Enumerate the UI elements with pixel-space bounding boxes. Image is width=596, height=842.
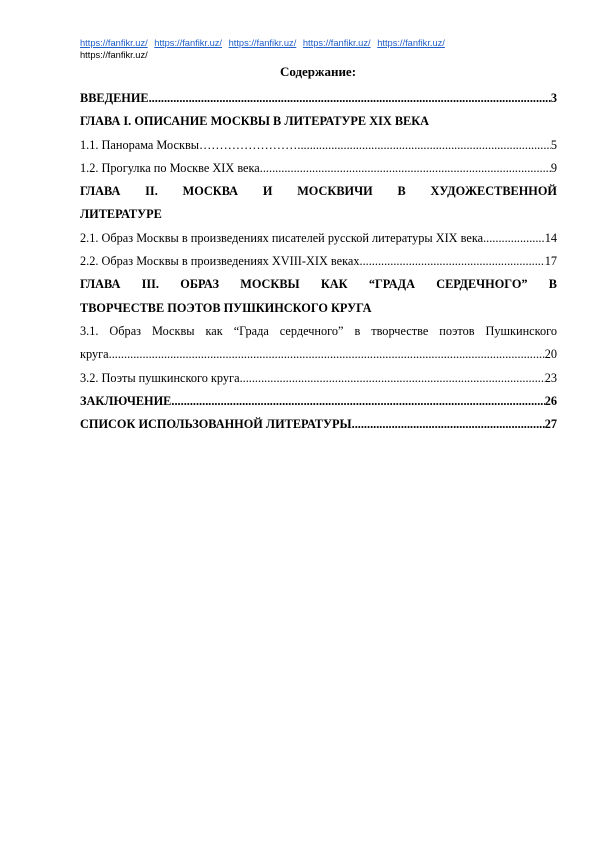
header-links	[80, 37, 560, 61]
toc-page-number: 26	[544, 393, 557, 408]
toc-entry-title: 1.2. Прогулка по Москве XIX века	[80, 160, 260, 175]
header-link-5[interactable]: https://fanfikr.uz/	[377, 38, 445, 48]
toc-entry-2-2	[80, 250, 557, 273]
toc-chapter-2-line-1: ГЛАВА II. МОСКВА И МОСКВИЧИ В ХУДОЖЕСТВЕННОЙ	[80, 184, 557, 199]
header-plain-link: https://fanfikr.uz/	[80, 50, 148, 60]
toc-entry-2-1	[80, 227, 557, 250]
toc-page-number: 20	[544, 347, 557, 362]
toc-page-number: 27	[544, 417, 557, 432]
toc-entry-title: 1.1. Панорама Москвы……………………	[80, 137, 298, 152]
toc-entry-intro	[80, 87, 557, 110]
toc-page-number: 23	[544, 370, 557, 385]
leader-dots	[352, 413, 545, 436]
leader-dots	[149, 87, 551, 110]
table-of-contents	[80, 87, 557, 436]
header-link-3[interactable]: https://fanfikr.uz/	[228, 38, 297, 48]
toc-chapter-3-line-2: ТВОРЧЕСТВЕ ПОЭТОВ ПУШКИНСКОГО КРУГА	[80, 300, 372, 315]
toc-page-number: 17	[544, 254, 557, 269]
toc-page-number: 14	[544, 230, 557, 245]
toc-entry-1-2	[80, 157, 557, 180]
toc-entry-3-2	[80, 367, 557, 390]
toc-entry-title: ВВЕДЕНИЕ	[80, 91, 149, 105]
leader-dots	[260, 157, 551, 180]
toc-entry-references	[80, 413, 557, 436]
toc-entry-title: 2.1. Образ Москвы в произведениях писателей русской литературы XIX века	[80, 230, 484, 245]
toc-page-number: 9	[550, 160, 557, 175]
toc-title: Содержание:	[279, 64, 357, 79]
toc-chapter-2-line-2: ЛИТЕРАТУРЕ	[80, 207, 162, 222]
toc-page-number: 3	[550, 91, 557, 105]
header-link-4[interactable]: https://fanfikr.uz/	[302, 38, 371, 48]
toc-entry-title: 3.2. Поэты пушкинского круга	[80, 370, 240, 385]
toc-page-number: 5	[550, 137, 557, 152]
toc-entry-1-1	[80, 134, 557, 157]
toc-chapter-1: ГЛАВА I. ОПИСАНИЕ МОСКВЫ В ЛИТЕРАТУРЕ XIX ВЕКА	[80, 114, 430, 129]
leader-dots	[171, 390, 544, 413]
leader-dots	[109, 343, 545, 366]
leader-dots	[240, 367, 545, 390]
toc-entry-3-1-line-1: 3.1. Образ Москвы как “Града сердечного” в творчестве поэтов Пушкинского	[80, 323, 557, 338]
header-links-row	[80, 37, 560, 49]
toc-entry-title: 2.2. Образ Москвы в произведениях XVIII-XIX веках	[80, 254, 360, 269]
header-link-2[interactable]: https://fanfikr.uz/	[154, 38, 222, 48]
leader-dots	[483, 227, 545, 250]
toc-entry-3-1	[80, 343, 557, 366]
leader-dots	[297, 134, 550, 157]
toc-entry-conclusion	[80, 390, 557, 413]
header-link-1[interactable]: https://fanfikr.uz/	[80, 38, 148, 48]
leader-dots	[360, 250, 545, 273]
toc-entry-title: СПИСОК ИСПОЛЬЗОВАННОЙ ЛИТЕРАТУРЫ	[80, 417, 352, 432]
toc-entry-title: ЗАКЛЮЧЕНИЕ	[80, 393, 172, 408]
toc-chapter-3-line-1: ГЛАВА III. ОБРАЗ МОСКВЫ КАК “ГРАДА СЕРДЕЧНОГО” В	[80, 277, 557, 292]
toc-entry-title: круга	[80, 347, 109, 362]
